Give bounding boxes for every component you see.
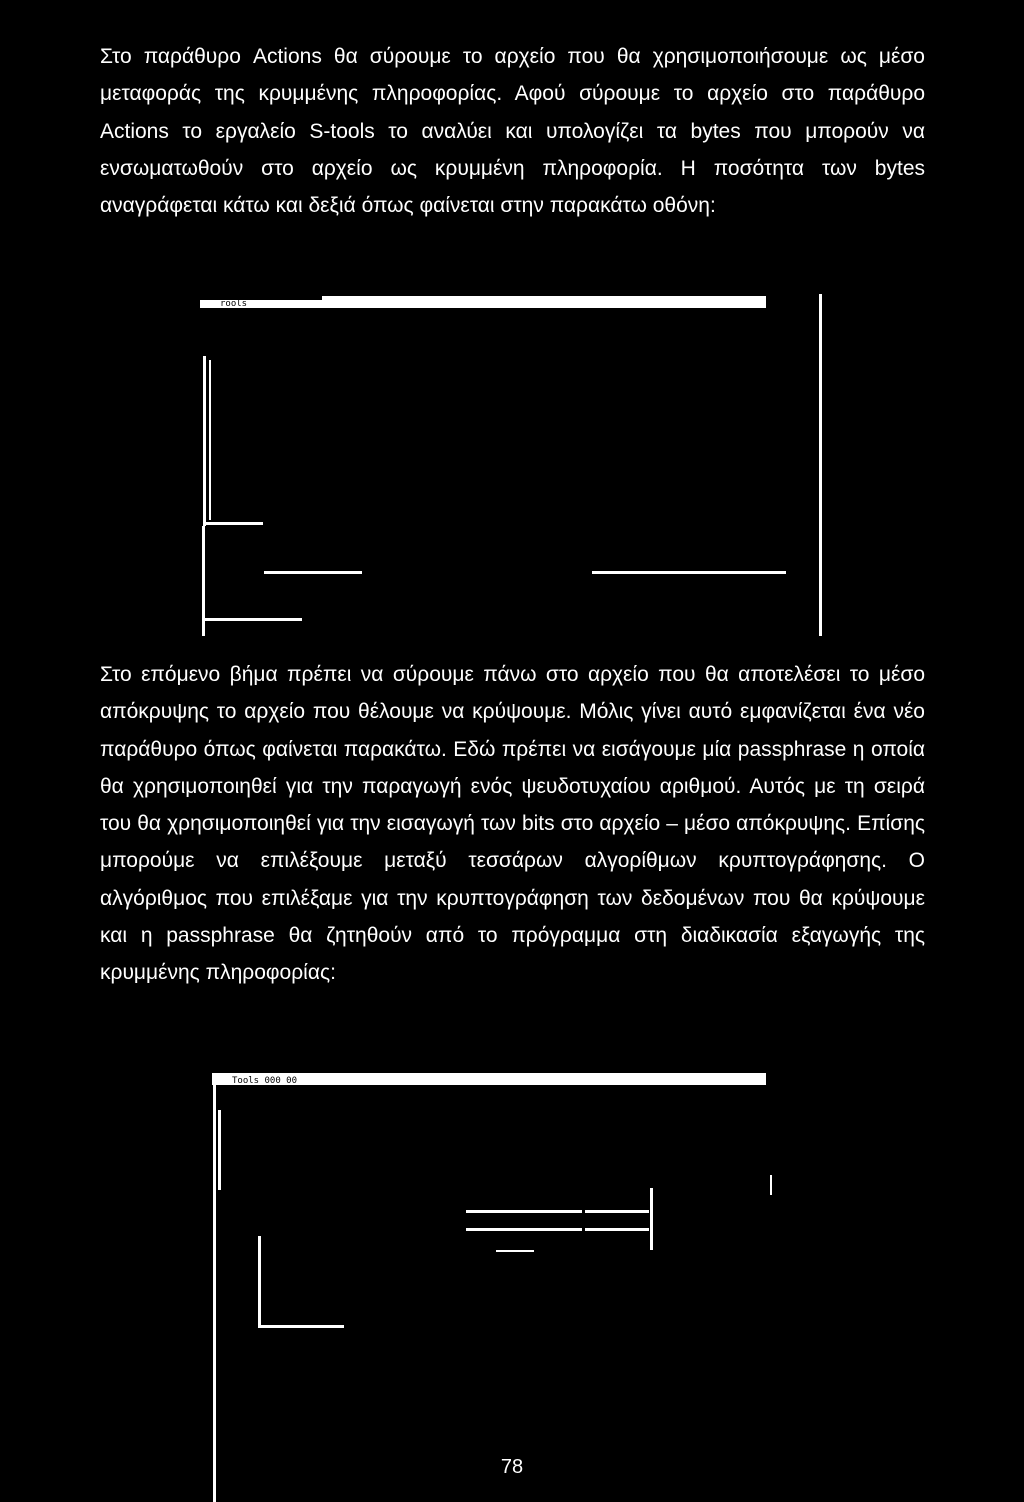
field-right-border [650,1188,653,1250]
dialog-title-text: Tools 000 00 [232,1076,298,1086]
passphrase-field-line-1 [466,1210,582,1213]
panel-bottom-line [258,1325,344,1328]
paragraph-hide-dialog: Στο επόμενο βήμα πρέπει να σύρουμε πάνω στο αρχείο που θα αποτελέσει το μέσο απόκρυψης το αρχείο που θέλουμε να κρύψουμε. Μόλις γίνει αυτό εμφανίζεται ένα νέο παράθυρο όπως φαίνεται παρακάτω. Εδώ πρέπει να εισάγουμε μία passphrase η οποία θα χρησιμοποιηθεί για την παραγωγή ενός ψευδοτυχαίου αριθμού. Αυτός με τη σειρά του θα χρησιμοποιηθεί για την εισαγωγή των bits στο αρχείο – μέσο απόκρυψης. Επίσης μπορούμε να επιλέξουμε μεταξύ τεσσάρων αλγορίθμων κρυπτογράφησης. Ο αλγόριθμος που επιλέξαμε για την κρυπτογράφηση των δεδομένων που θα κρύψουμε και η passphrase θα ζητηθούν από το πρόγραμμα στη διαδικασία εξαγωγής της κρυμμένης πληροφορίας: [100,663,925,985]
window-title-text: rools [220,299,248,309]
passphrase-field-line-1b [585,1210,649,1213]
passphrase-field-line-2b [585,1228,649,1231]
right-tick-mark [770,1175,772,1195]
panel-left-border [258,1236,261,1326]
paragraph-actions-window: Στο παράθυρο Actions θα σύρουμε το αρχείο που θα χρησιμοποιήσουμε ως μέσο μεταφοράς της κρυμμένης πληροφορίας. Αφού σύρουμε το αρχείο στο παράθυρο Actions το εργαλείο S-tools το αναλύει και υπολογίζει τα bytes που μπορούν να ενσωματωθούν στο αρχείο ως κρυμμένη πληροφορία. Η ποσότητα των bytes αναγράφεται κάτω και δεξιά όπως φαίνεται στην παρακάτω οθόνη: [100,45,925,218]
dialog-left-border [213,1085,216,1502]
page-number: 78 [500,1456,524,1478]
dialog-left-inner-border [218,1110,221,1190]
passphrase-field-line-2 [466,1228,582,1231]
algorithm-field-line [496,1250,534,1252]
